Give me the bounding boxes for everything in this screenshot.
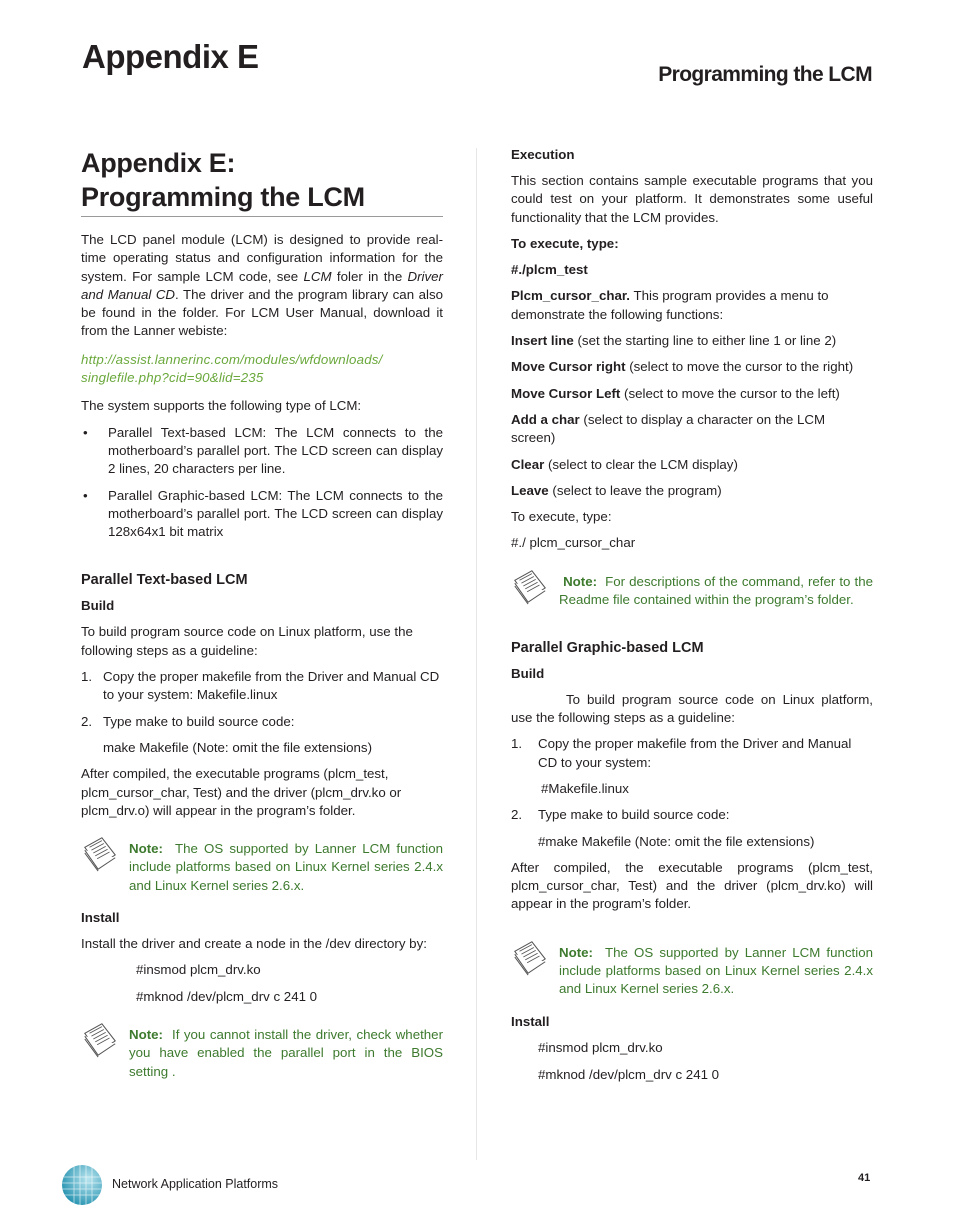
install-label: Install [511, 1013, 550, 1029]
lcm-type-list [81, 424, 443, 542]
function-item: Add a char (select to display a character on the LCM screen) [511, 411, 826, 446]
cursor-char-command: #./ plcm_cursor_char [511, 535, 636, 551]
right-column [511, 146, 873, 1084]
build-label: Build [81, 598, 115, 614]
build-steps [511, 806, 873, 824]
build-steps [511, 735, 873, 772]
function-item: Move Cursor Left (select to move the cursor to the left) [511, 385, 840, 401]
page-number: 41 [858, 1172, 871, 1184]
build-label: Build [511, 665, 545, 681]
note-box: Note: For descriptions of the command, refer to the Readme file contained within the program’s folder. [511, 573, 873, 619]
install-label: Install [81, 910, 120, 926]
note-box: Note: The OS supported by Lanner LCM function include platforms based on Linux Kernel series 2.4.x and Linux Kernel series 2.6.x. [511, 944, 873, 999]
notepad-icon [511, 938, 549, 976]
build-steps [81, 668, 443, 731]
list-item: 1. Copy the proper makefile from the Driver and Manual CD to your system: Makefile.linux [81, 669, 440, 703]
to-execute-bold: To execute, type: [511, 235, 619, 251]
plcm-test-command: #./plcm_test [511, 262, 588, 278]
chapter-title: Appendix E [82, 38, 259, 75]
insmod-command: #insmod plcm_drv.ko [136, 962, 261, 978]
to-execute: To execute, type: [511, 509, 612, 525]
note-box: Note: The OS supported by Lanner LCM function include platforms based on Linux Kernel series 2.4.x and Linux Kernel series 2.6.x. [81, 840, 443, 895]
left-column [81, 142, 443, 1081]
list-item: 1. Copy the proper makefile from the Driver and Manual CD to your system: [511, 736, 852, 770]
supports-text: The system supports the following type of LCM: [81, 398, 362, 414]
footer-text: Network Application Platforms [112, 1177, 279, 1191]
list-item: • Parallel Graphic-based LCM: The LCM connects to the motherboard’s parallel port. The LCD screen can display 128x64x1 bit matrix [83, 487, 443, 540]
build-intro: To build program source code on Linux platform, use the following steps as a guideline: [81, 624, 413, 658]
function-item: Leave (select to leave the program) [511, 482, 722, 498]
column-divider [476, 148, 477, 1160]
download-link[interactable]: http://assist.lannerinc.com/modules/wfdownloads/ singlefile.php?cid=90&lid=235 [81, 351, 383, 386]
section-heading-line1: Appendix E: [81, 148, 236, 178]
lanner-globe-logo [60, 1163, 104, 1207]
cursor-char-desc: Plcm_cursor_char. This program provides a menu to demonstrate the following functions: [511, 288, 829, 322]
build-intro: To build program source code on Linux platform, use the following steps as a guideline: [511, 691, 873, 726]
mknod-command: #mknod /dev/plcm_drv c 241 0 [538, 1066, 720, 1082]
section-heading [81, 146, 443, 217]
insmod-command: #insmod plcm_drv.ko [538, 1039, 663, 1055]
notepad-icon [81, 834, 119, 872]
make-command: make Makefile (Note: omit the file extensions) [103, 739, 373, 755]
intro-paragraph: The LCD panel module (LCM) is designed to provide real-time operating status and configuration information for the system. For sample LCM code, see LCM foler in the Driver and Manual CD. The driver and the program library can also be found in the folder. For LCM User Manual, download it from the Lanner webiste: [81, 232, 444, 339]
chapter-subtitle: Programming the LCM [658, 63, 872, 86]
section-heading-line2: Programming the LCM [81, 182, 365, 212]
after-compiled: After compiled, the executable programs (plcm_test, plcm_cursor_char, Test) and the driver (plcm_drv.ko or plcm_drv.o) will appear in the program’s folder. [81, 766, 402, 818]
execution-label: Execution [511, 147, 575, 162]
list-item: 2. Type make to build source code: [511, 807, 730, 823]
function-item: Move Cursor right (select to move the cursor to the right) [511, 359, 854, 375]
mknod-command: #mknod /dev/plcm_drv c 241 0 [136, 988, 318, 1004]
notepad-icon [511, 567, 549, 605]
make-command: #make Makefile (Note: omit the file extensions) [538, 833, 815, 849]
notepad-icon [81, 1020, 119, 1058]
makefile-name: #Makefile.linux [541, 780, 629, 796]
after-compiled: After compiled, the executable programs (plcm_test, plcm_cursor_char, Test) and the driver (plcm_drv.ko) will appear in the program’s folder. [511, 859, 873, 912]
install-text: Install the driver and create a node in the /dev directory by: [81, 936, 427, 952]
execution-text: This section contains sample executable programs that you could test on your platform. It demonstrates some useful functionality that the LCM provides. [511, 173, 873, 225]
subsection-title: Parallel Graphic-based LCM [511, 639, 704, 656]
note-box: Note: If you cannot install the driver, check whether you have enabled the parallel port in the BIOS setting . [81, 1026, 443, 1081]
list-item: • Parallel Text-based LCM: The LCM connects to the motherboard’s parallel port. The LCD screen can display 2 lines, 20 characters per line. [83, 424, 443, 477]
function-item: Clear (select to clear the LCM display) [511, 456, 738, 472]
function-item: Insert line (set the starting line to either line 1 or line 2) [511, 333, 837, 349]
list-item: 2. Type make to build source code: [81, 713, 295, 729]
subsection-title: Parallel Text-based LCM [81, 572, 248, 589]
